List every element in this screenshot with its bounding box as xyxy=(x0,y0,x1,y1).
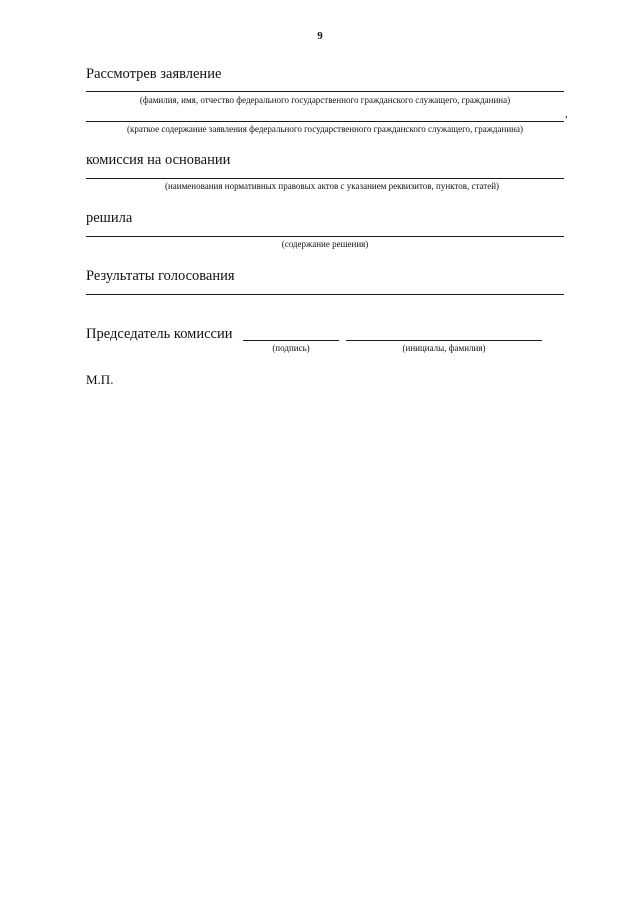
caption-summary: (краткое содержание заявления федерального государственного гражданского служащего, гражданина) xyxy=(127,124,523,134)
seal-placeholder: М.П. xyxy=(86,372,114,387)
heading-decided: решила xyxy=(86,210,133,226)
line-fio xyxy=(86,91,564,92)
chairman-label: Председатель комиссии xyxy=(86,326,233,342)
caption-initials: (инициалы, фамилия) xyxy=(402,343,486,353)
heading-voting-results: Результаты голосования xyxy=(86,268,235,284)
caption-fio: (фамилия, имя, отчество федерального государственного гражданского служащего, гражданина) xyxy=(139,95,511,105)
line-acts xyxy=(86,178,564,179)
caption-signature: (подпись) xyxy=(272,343,310,353)
summary-comma: , xyxy=(565,108,568,120)
page-number: 9 xyxy=(317,30,323,42)
heading-considered: Рассмотрев заявление xyxy=(86,66,222,82)
line-summary xyxy=(86,121,564,122)
line-signature xyxy=(243,340,339,341)
caption-acts: (наименования нормативных правовых актов с указанием реквизитов, пунктов, статей) xyxy=(164,181,500,191)
line-voting xyxy=(86,294,564,295)
line-decision xyxy=(86,236,564,237)
line-initials xyxy=(346,340,542,341)
heading-commission-basis: комиссия на основании xyxy=(86,152,231,168)
caption-decision: (содержание решения) xyxy=(281,239,369,249)
